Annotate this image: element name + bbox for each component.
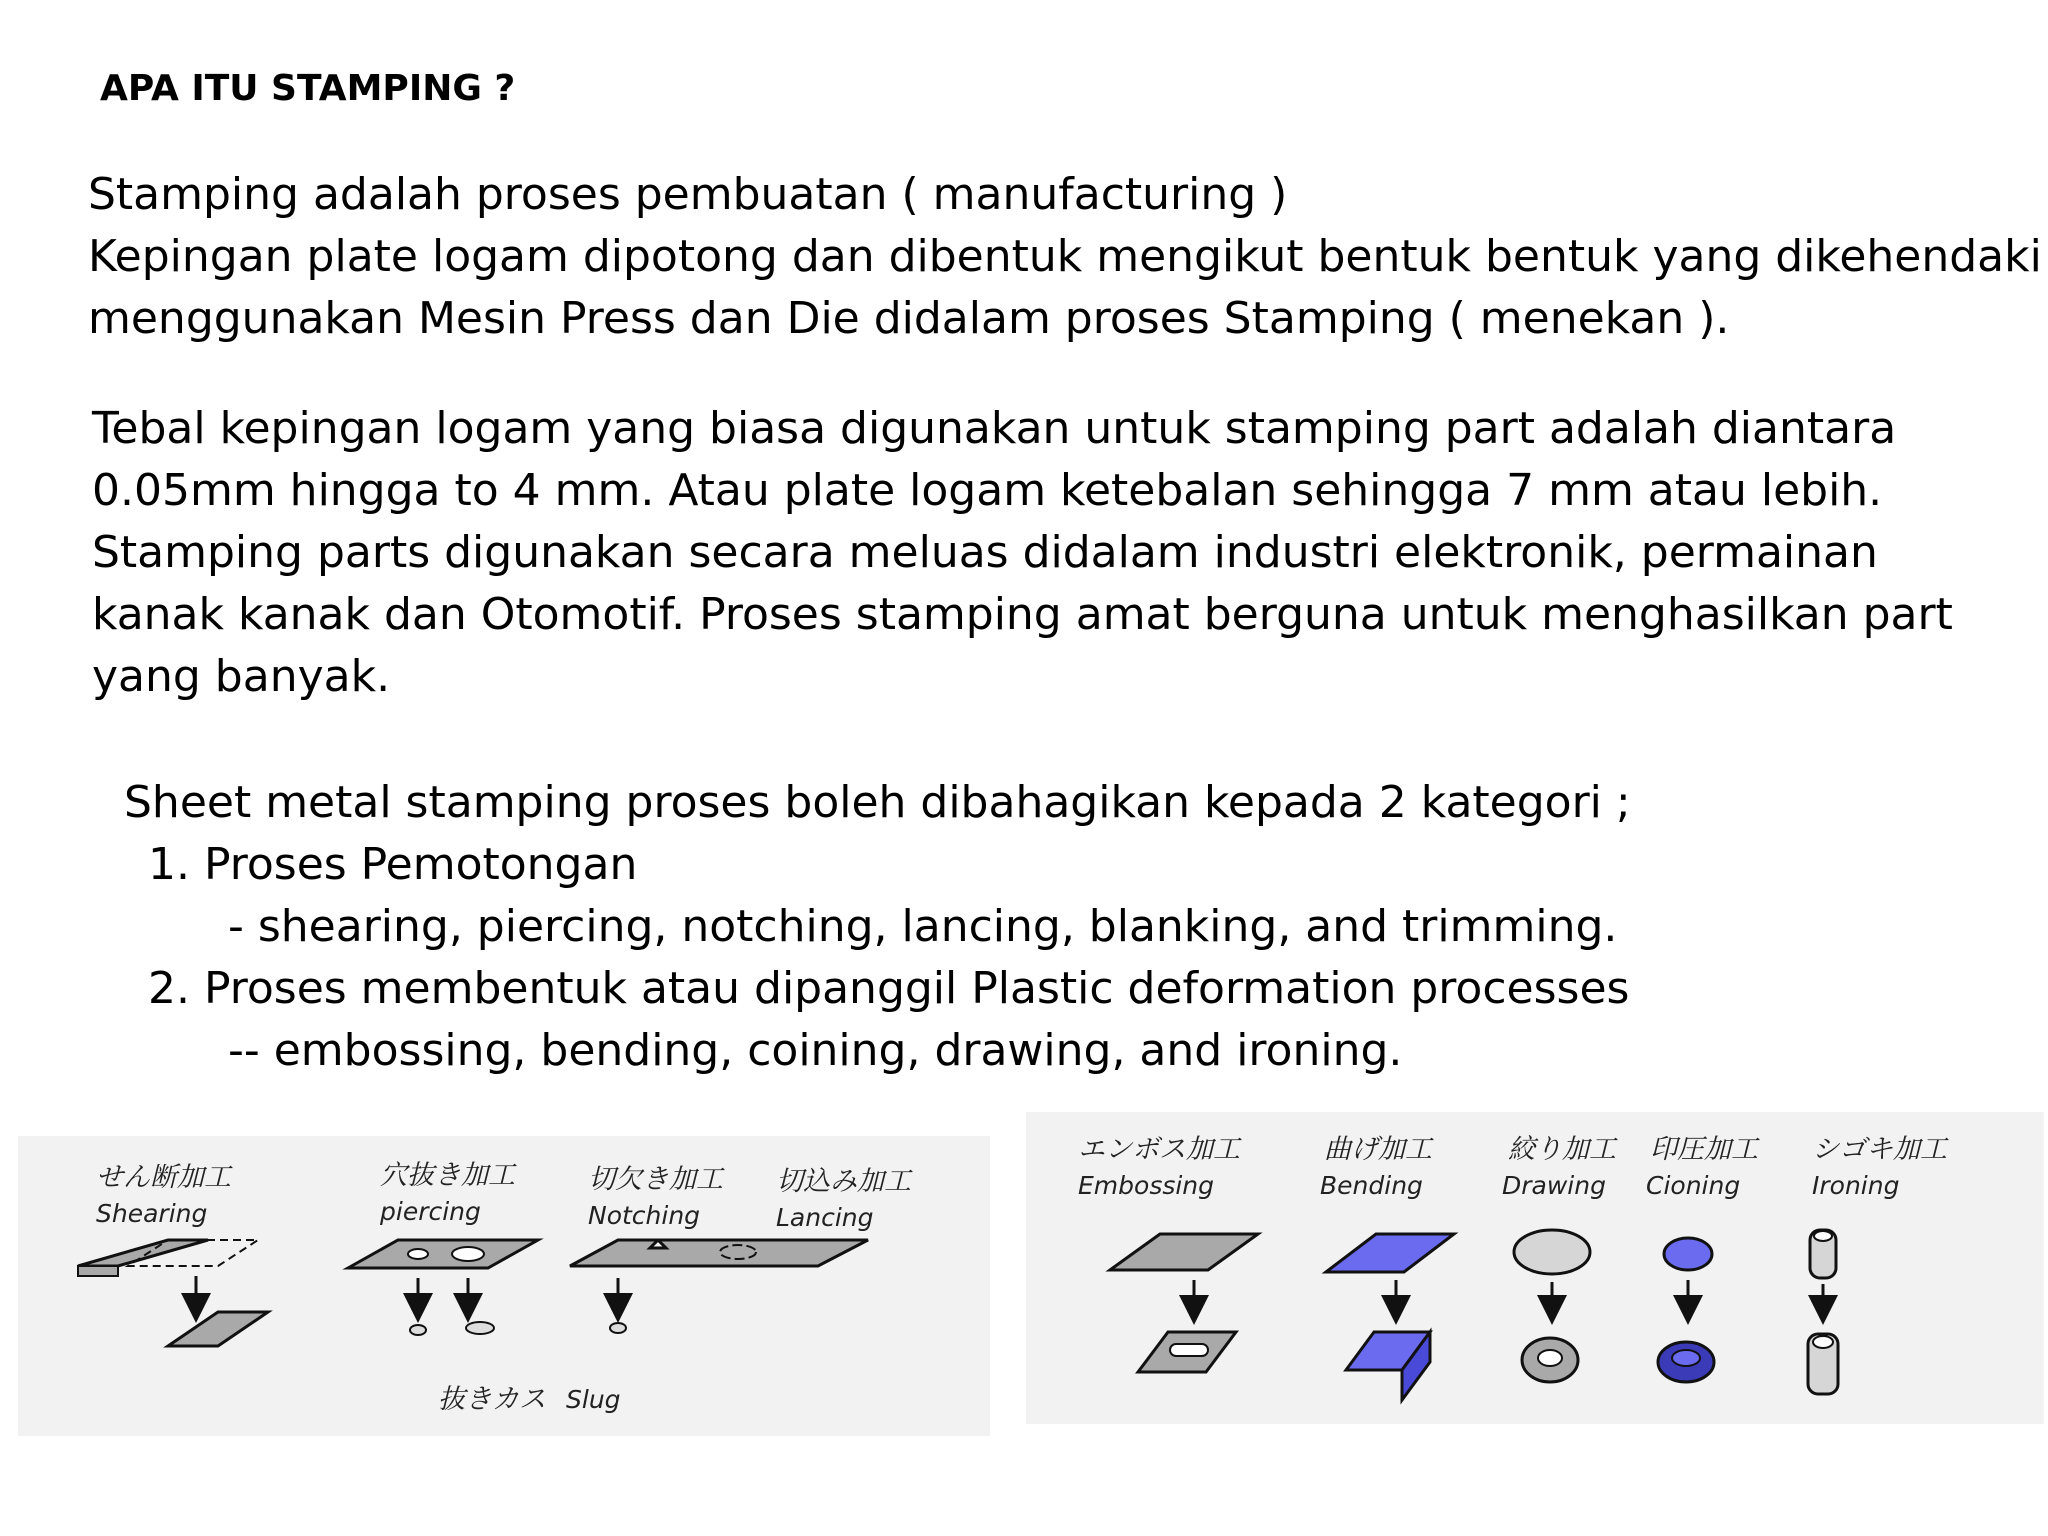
forming-processes-figure xyxy=(1026,1112,2044,1424)
cutting-processes-figure xyxy=(18,1136,990,1436)
forming-diagram xyxy=(1026,1112,2044,1424)
intro-paragraph xyxy=(88,164,2042,350)
slug-label: Slug xyxy=(566,1385,621,1414)
bending-label: Bending xyxy=(1320,1171,1423,1200)
notching-label: Notching xyxy=(588,1201,701,1230)
embossing-label-jp: エンボス加工 xyxy=(1078,1134,1240,1165)
drawing-illustration xyxy=(1514,1230,1590,1382)
bending-label-jp: 曲げ加工 xyxy=(1324,1134,1432,1165)
list-item-1-detail: - shearing, piercing, notching, lancing, blanking, and trimming. xyxy=(228,901,1618,952)
coining-illustration xyxy=(1658,1238,1714,1382)
text-line: Tebal kepingan logam yang biasa digunakan untuk stamping part adalah diantara xyxy=(92,403,1897,454)
shearing-label: Shearing xyxy=(96,1199,208,1228)
ironing-label-jp: シゴキ加工 xyxy=(1812,1134,1947,1165)
categories-list xyxy=(124,772,1631,1082)
cutting-diagram xyxy=(18,1136,990,1436)
notching-lancing-illustration xyxy=(570,1240,868,1333)
text-line: Kepingan plate logam dipotong dan dibentuk mengikut bentuk bentuk yang dikehendaki xyxy=(88,231,2042,282)
lancing-label-jp: 切込み加工 xyxy=(776,1166,911,1197)
piercing-label: piercing xyxy=(380,1197,481,1226)
page-title: APA ITU STAMPING ? xyxy=(100,68,516,109)
notching-label-jp: 切欠き加工 xyxy=(588,1164,723,1195)
shearing-label-jp: せん断加工 xyxy=(96,1162,231,1193)
embossing-label: Embossing xyxy=(1078,1171,1215,1200)
slug-label-jp: 抜きカス xyxy=(438,1384,546,1415)
piercing-illustration xyxy=(348,1240,538,1335)
list-item-2-detail: -- embossing, bending, coining, drawing, and ironing. xyxy=(228,1025,1403,1076)
bending-illustration xyxy=(1326,1234,1454,1400)
list-item-2: 2. Proses membentuk atau dipanggil Plastic deformation processes xyxy=(148,963,1630,1014)
shearing-illustration xyxy=(78,1240,268,1346)
drawing-label: Drawing xyxy=(1502,1171,1606,1200)
coining-label-jp: 印圧加工 xyxy=(1650,1134,1758,1165)
ironing-label: Ironing xyxy=(1812,1171,1900,1200)
list-item-1: 1. Proses Pemotongan xyxy=(148,839,638,890)
embossing-illustration xyxy=(1110,1234,1258,1372)
text-line: yang banyak. xyxy=(92,651,391,702)
ironing-illustration xyxy=(1808,1230,1838,1394)
piercing-label-jp: 穴抜き加工 xyxy=(380,1160,515,1191)
text-line: menggunakan Mesin Press dan Die didalam proses Stamping ( menekan ). xyxy=(88,293,1730,344)
lancing-label: Lancing xyxy=(776,1203,874,1232)
coining-label: Cioning xyxy=(1646,1171,1741,1200)
list-intro: Sheet metal stamping proses boleh dibahagikan kepada 2 kategori ; xyxy=(124,777,1631,828)
text-line: Stamping adalah proses pembuatan ( manufacturing ) xyxy=(88,169,1288,220)
thickness-paragraph xyxy=(92,398,1953,708)
text-line: 0.05mm hingga to 4 mm. Atau plate logam ketebalan sehingga 7 mm atau lebih. xyxy=(92,465,1883,516)
text-line: kanak kanak dan Otomotif. Proses stamping amat berguna untuk menghasilkan part xyxy=(92,589,1953,640)
drawing-label-jp: 絞り加工 xyxy=(1508,1134,1616,1165)
text-line: Stamping parts digunakan secara meluas didalam industri elektronik, permainan xyxy=(92,527,1878,578)
